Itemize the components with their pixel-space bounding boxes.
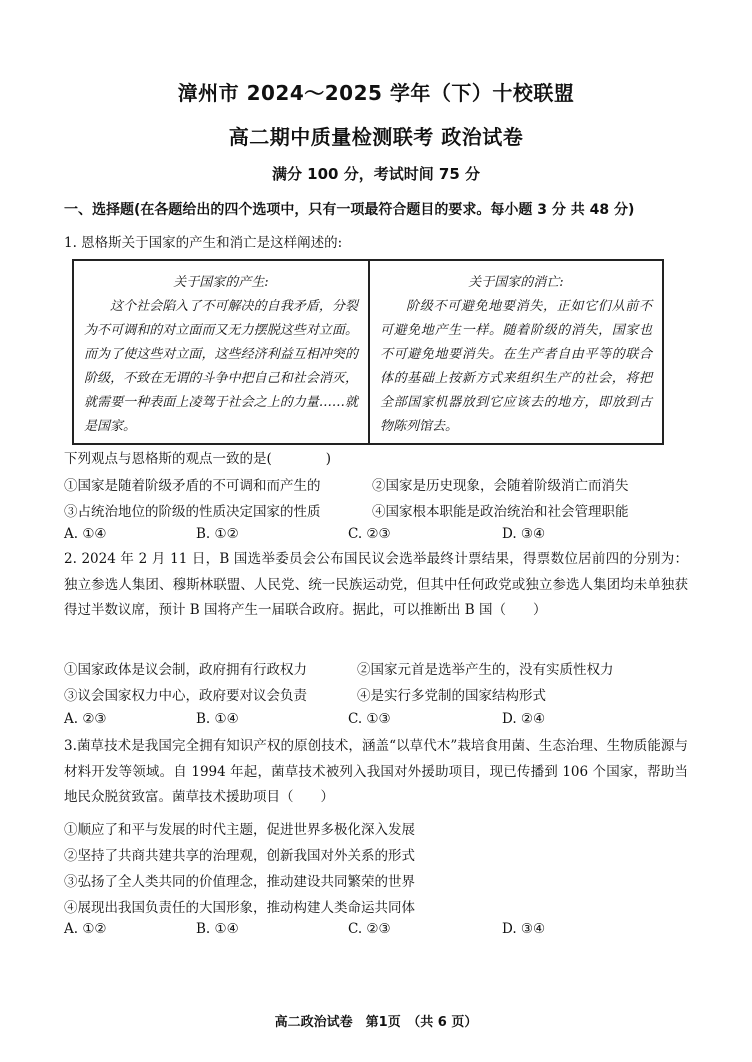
q3-option-c: C. ②③	[348, 921, 391, 937]
q2-option-b: B. ①④	[196, 711, 239, 727]
quote-right-cell	[368, 261, 662, 443]
q2-stem: 2. 2024 年 2 月 11 日，B 国选举委员会公布国民议会选举最终计票结果，得票数位居前四的分别为：独立参选人集团、穆斯林联盟、人民党、统一民族运动党，但其中任何政党或独立参选人集团均未单独获得过半数议席，预计 B 国将产生一届联合政府。据此，可以推断出 B 国（ ）	[64, 551, 688, 618]
q2-statement-1: ①国家政体是议会制，政府拥有行政权力	[64, 662, 307, 678]
q2-statement-4: ④是实行多党制的国家结构形式	[357, 688, 546, 704]
q1-stem: 1. 恩格斯关于国家的产生和消亡是这样阐述的:	[64, 235, 343, 251]
q1-option-a: A. ①④	[64, 526, 107, 542]
quote-left-text: 这个社会陷入了不可解决的自我矛盾，分裂为不可调和的对立面而又无力摆脱这些对立面。而为了使这些对立面，这些经济利益互相冲突的阶级，不致在无谓的斗争中把自己和社会消灭，就需要一种表面上凌驾于社会之上的力量……就是国家。	[84, 299, 358, 434]
q2-option-d: D. ②④	[502, 711, 546, 727]
q1-question: 下列观点与恩格斯的观点一致的是( )	[64, 451, 332, 467]
q1-statement-4: ④国家根本职能是政治统治和社会管理职能	[372, 504, 629, 520]
q2-statement-2: ②国家元首是选举产生的，没有实质性权力	[357, 662, 614, 678]
q3-option-a: A. ①②	[64, 921, 107, 937]
exam-subtitle: 满分 100 分，考试时间 75 分	[271, 165, 481, 183]
q3-option-d: D. ③④	[502, 921, 546, 937]
page-footer: 高二政治试卷 第1页 （共 6 页）	[274, 1015, 478, 1030]
section-heading: 一、选择题(在各题给出的四个选项中，只有一项最符合题目的要求。每小题 3 分 共 48 分)	[64, 202, 635, 218]
q3-statement-2: ②坚持了共商共建共享的治理观，创新我国对外关系的形式	[64, 848, 415, 864]
quote-left-cell	[74, 261, 368, 443]
q3-option-b: B. ①④	[196, 921, 239, 937]
q3-statement-1: ①顺应了和平与发展的时代主题，促进世界多极化深入发展	[64, 822, 415, 838]
q1-statement-1: ①国家是随着阶级矛盾的不可调和而产生的	[64, 478, 321, 494]
exam-title-line2: 高二期中质量检测联考 政治试卷	[228, 125, 524, 149]
q1-option-b: B. ①②	[196, 526, 239, 542]
q3-stem: 3.菌草技术是我国完全拥有知识产权的原创技术，涵盖“以草代木”栽培食用菌、生态治理、生物质能源与材料开发等领域。自 1994 年起，菌草技术被列入我国对外援助项目，现已传播到 106 个国家，帮助当地民众脱贫致富。菌草技术援助项目（ ）	[64, 738, 688, 805]
quote-right-text: 阶级不可避免地要消失，正如它们从前不可避免地产生一样。随着阶级的消失，国家也不可避免地要消失。在生产者自由平等的联合体的基础上按新方式来组织生产的社会，将把全部国家机器放到它应该去的地方，即放到古物陈列馆去。	[380, 299, 652, 434]
q1-option-d: D. ③④	[502, 526, 546, 542]
quote-right-title: 关于国家的消亡:	[468, 275, 564, 290]
q1-statement-3: ③占统治地位的阶级的性质决定国家的性质	[64, 504, 321, 520]
q3-statement-4: ④展现出我国负责任的大国形象，推动构建人类命运共同体	[64, 900, 415, 916]
q2-option-a: A. ②③	[64, 711, 107, 727]
q2-statement-3: ③议会国家权力中心，政府要对议会负责	[64, 688, 307, 704]
q1-quote-box	[72, 259, 664, 445]
exam-title-line1: 漳州市 2024～2025 学年（下）十校联盟	[177, 81, 575, 105]
q1-option-c: C. ②③	[348, 526, 391, 542]
quote-left-title: 关于国家的产生:	[173, 275, 269, 290]
q2-option-c: C. ①③	[348, 711, 391, 727]
q1-statement-2: ②国家是历史现象，会随着阶级消亡而消失	[372, 478, 629, 494]
q3-statement-3: ③弘扬了全人类共同的价值理念，推动建设共同繁荣的世界	[64, 874, 415, 890]
